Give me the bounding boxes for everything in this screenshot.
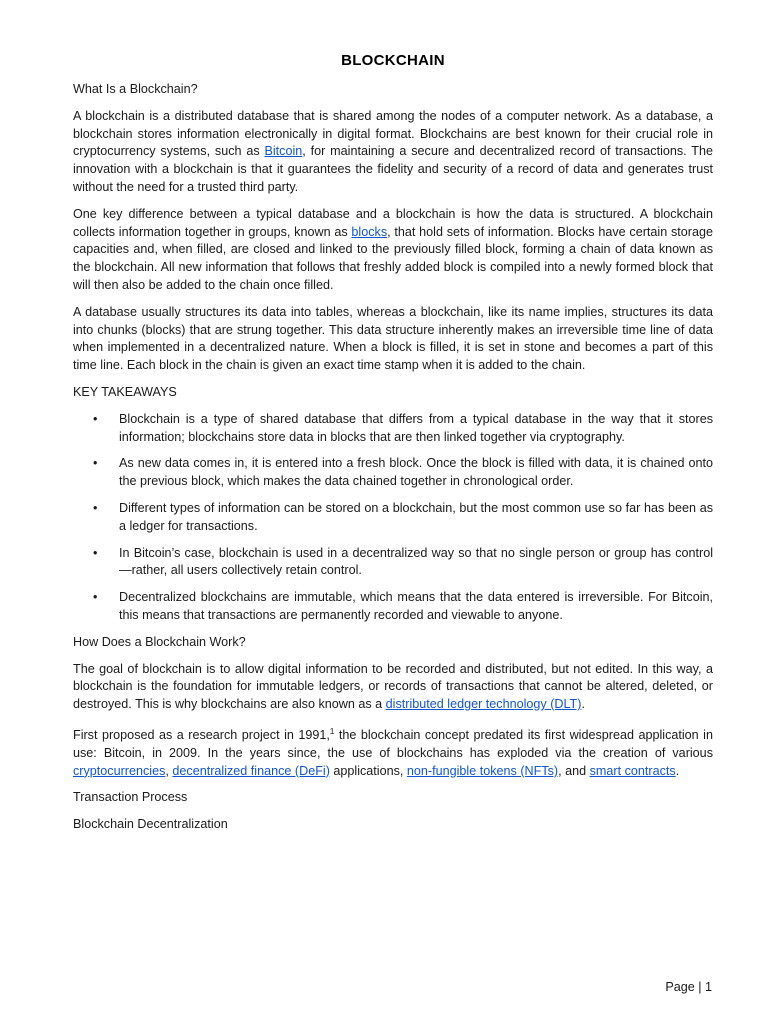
paragraph-goal: The goal of blockchain is to allow digital information to be recorded and distributed, but not edited. In this way, a blockchain is the foundation for immutable ledgers, or records of transactions that cannot be altered, deleted, or destroyed. This is why blockchains are also known as a distributed ledger technology (DLT). (73, 661, 713, 712)
list-item: • Different types of information can be stored on a blockchain, but the most common use so far has been as a ledger for transactions. (93, 500, 713, 533)
blocks-link[interactable]: blocks (351, 224, 388, 239)
nft-link[interactable]: non-fungible tokens (NFTs) (406, 763, 559, 778)
smart-contracts-link[interactable]: smart contracts (589, 763, 676, 778)
list-item: • In Bitcoin’s case, blockchain is used in a decentralized way so that no single person or group has control—rather, all users collectively retain control. (93, 545, 713, 578)
list-item: • As new data comes in, it is entered into a fresh block. Once the block is filled with data, it is chained onto the previous block, which makes the data chained together in chronological order. (93, 456, 713, 489)
paragraph-structure: One key difference between a typical database and a blockchain is how the data is structured. A blockchain collects information together in groups, known as blocks, that hold sets of information. Blocks have certain storage capacities and, when filled, are closed and linked to the previously filled block, forming a chain of data known as the blockchain. All new information that follows that freshly added block is compiled into a newly formed block that will then also be added to the chain once filled. (73, 206, 713, 292)
bullet-icon: • (93, 411, 98, 426)
page-number: Page | 1 (665, 980, 712, 994)
bitcoin-link[interactable]: Bitcoin (264, 144, 303, 159)
dlt-link[interactable]: distributed ledger technology (DLT) (385, 697, 582, 712)
list-item: • Blockchain is a type of shared database that differs from a typical database in the way that it stores information; blockchains store data in blocks that are then linked together via cryptography. (93, 411, 713, 444)
paragraph-history: First proposed as a research project in 1991,$^1$ the blockchain concept predated its first widespread application in use: Bitcoin, in 2009. In the years since, the use of blockchains has exploded via the creation of various cryptocurrencies, decentralized finance (DeFi) applications, non-fungible tokens (NFTs), and smart contracts. (73, 726, 713, 778)
page-title: BLOCKCHAIN (341, 52, 445, 69)
cryptocurrencies-link[interactable]: cryptocurrencies (73, 763, 166, 778)
bullet-icon: • (93, 456, 98, 471)
heading-what-is: What Is a Blockchain? (73, 82, 198, 96)
paragraph-intro: A blockchain is a distributed database that is shared among the nodes of a computer network. As a database, a blockchain stores information electronically in digital format. Blockchains are best known for their crucial role in cryptocurrency systems, such as Bitcoin, for maintaining a secure and decentralized record of transactions. The innovation with a blockchain is that it guarantees the fidelity and security of a record of data and generates trust without the need for a trusted third party. (73, 108, 713, 194)
bullet-icon: • (93, 545, 98, 560)
heading-how-works: How Does a Blockchain Work? (73, 634, 246, 649)
paragraph-tables: A database usually structures its data into tables, whereas a blockchain, like its name implies, structures its data into chunks (blocks) that are strung together. This data structure inherently makes an irreversible time line of data when implemented in a decentralized nature. When a block is filled, it is set in stone and becomes a part of this time line. Each block in the chain is given an exact time stamp when it is added to the chain. (73, 304, 713, 373)
takeaways-list (73, 411, 713, 625)
footnote-marker[interactable]: 1 (329, 726, 335, 736)
defi-link[interactable]: decentralized finance (DeFi) (172, 763, 330, 778)
bullet-icon: • (93, 500, 98, 515)
list-item: • Decentralized blockchains are immutable, which means that the data entered is irreversible. For Bitcoin, this means that transactions are permanently recorded and viewable to anyone. (93, 590, 713, 622)
heading-decentralization: Blockchain Decentralization (73, 817, 228, 832)
heading-key-takeaways: KEY TAKEAWAYS (73, 384, 177, 399)
heading-transaction-process: Transaction Process (73, 790, 188, 805)
document-body (73, 52, 713, 843)
bullet-icon: • (93, 590, 98, 605)
